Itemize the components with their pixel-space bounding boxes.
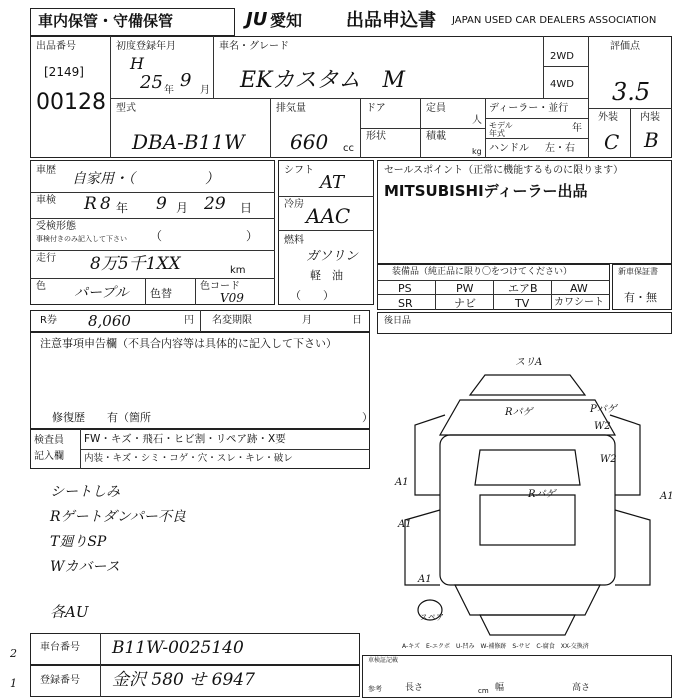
spec-label-2: 参考: [368, 685, 382, 693]
capacity-label: 定員: [426, 103, 446, 114]
handle-value: 左・右: [545, 143, 575, 154]
equip-aw: AW: [570, 282, 588, 295]
reception-value: （ ）: [150, 229, 259, 243]
rating-score: 3.5: [612, 78, 651, 106]
name-change-label: 名変期限: [212, 315, 252, 326]
spec-width: 幅: [495, 683, 505, 693]
rear-seat-box: [377, 312, 672, 334]
note-line-5: 各AU: [50, 603, 89, 621]
shape-label: 形状: [366, 131, 386, 142]
inspector-label-1: 検査員: [34, 435, 64, 446]
note-line-1: シートしみ: [50, 484, 120, 500]
diagram-mark-6: Rパゲ: [528, 489, 556, 500]
history-value: 自家用・（ ）: [72, 171, 219, 187]
inspection-day-unit: 日: [240, 201, 253, 215]
displacement-unit: cc: [343, 143, 354, 154]
interior-label: 内装: [640, 112, 660, 123]
recycle-value: 8,060: [88, 312, 131, 330]
spec-length: 長さ: [405, 683, 424, 693]
repair-label: 修復歴 有（箇所: [52, 411, 151, 424]
storage-label: 車内保管・守備保管: [38, 12, 174, 30]
car-name-value: EKカスタム M: [240, 68, 406, 93]
diagram-mark-10: A1: [660, 491, 674, 502]
car-name-label: 車名・グレード: [219, 41, 289, 52]
model-year-label: モデル年式: [489, 121, 513, 138]
registration-year-unit: 年: [164, 85, 174, 96]
equip-airbag: エアB: [508, 282, 538, 295]
reception-note: 事検付きのみ記入して下さい: [36, 235, 127, 243]
recycle-unit: 円: [184, 315, 194, 326]
capacity-unit: 人: [472, 115, 482, 126]
logo-text: 愛知: [270, 11, 303, 30]
spec-unit-1: cm: [478, 687, 489, 695]
repair-close: ）: [362, 411, 373, 424]
note-line-4: Wカバース: [50, 559, 120, 575]
spare-label: スペア: [420, 613, 444, 622]
history-label: 車歴: [36, 165, 56, 176]
exterior-label: 外装: [598, 112, 618, 123]
fuel-other: （ ）: [290, 289, 334, 302]
recycle-label: R券: [40, 315, 57, 326]
model-label: 型式: [116, 103, 136, 114]
color-value: パープル: [74, 285, 129, 301]
inspection-label: 車検: [36, 195, 56, 206]
color-change-label: 色替: [150, 287, 172, 300]
doors-label: ドア: [366, 103, 386, 114]
inspection-era: R: [84, 194, 97, 214]
mileage-value: 8万5千1XX: [90, 254, 181, 274]
equip-ps: PS: [398, 282, 412, 295]
form-title: 出品申込書: [346, 10, 436, 31]
damage-legend: A-キズ E-エクボ U-凹み W-補修跡 S-サビ C-腐食 XX-交換済: [402, 643, 589, 650]
diagram-mark-2: Rパゲ: [505, 407, 533, 418]
name-change-month: 月: [302, 315, 312, 326]
plate-label: 登録番号: [40, 675, 80, 686]
model-value: DBA-B11W: [132, 130, 245, 154]
diagram-mark-7: A1: [395, 477, 409, 488]
drive-2wd: 2WD: [550, 51, 574, 62]
chassis-value: B11W-0025140: [112, 638, 244, 658]
inspector-row-1: FW・キズ・飛石・ヒビ割・リペア跡・X要: [84, 433, 286, 445]
equipment-label: 装備品（純正品に限り〇をつけてください）: [392, 267, 573, 277]
registration-year: 25: [140, 72, 163, 93]
diagram-mark-5: W2: [600, 454, 617, 465]
drive-4wd: 4WD: [550, 79, 574, 90]
equip-navi: ナビ: [454, 297, 476, 310]
load-unit: kg: [472, 147, 482, 156]
footer-row-n: 2: [10, 647, 17, 660]
notes-label: 注意事項申告欄（不具合内容等は具体的に記入して下さい）: [40, 337, 337, 350]
association-name: JAPAN USED CAR DEALERS ASSOCIATION: [452, 15, 657, 26]
model-year-unit: 年: [572, 123, 582, 134]
diagram-mark-4: W2: [594, 421, 611, 432]
equip-pw: PW: [456, 282, 474, 295]
registration-month-unit: 月: [200, 85, 210, 96]
equip-tv: TV: [515, 297, 530, 310]
spec-height: 高さ: [572, 683, 591, 693]
chassis-label: 車台番号: [40, 642, 80, 653]
inspection-year: 8: [100, 194, 111, 214]
name-change-day: 日: [352, 315, 362, 326]
aircon-label: 冷房: [284, 199, 304, 210]
sales-point-value: MITSUBISHIディーラー出品: [384, 182, 588, 200]
inspector-row-2: 内装・キズ・シミ・コゲ・穴・スレ・キレ・破レ: [84, 453, 293, 464]
displacement-value: 660: [290, 130, 329, 154]
reception-label: 受検形態: [36, 221, 76, 232]
registration-label: 初度登録年月: [116, 41, 176, 52]
fuel-label: 燃料: [284, 235, 304, 246]
note-line-2: Rゲートダンパー不良: [50, 509, 186, 525]
inspection-month: 9: [156, 194, 167, 214]
exterior-grade: C: [604, 130, 620, 154]
diagram-mark-3: Pパゲ: [590, 404, 617, 415]
warranty-value: 有・無: [624, 291, 657, 304]
plate-value: 金沢 580 せ 6947: [112, 670, 255, 690]
load-label: 積載: [426, 131, 446, 142]
inspection-month-unit: 月: [176, 201, 189, 215]
color-code-label: 色コード: [200, 281, 240, 292]
note-line-3: T廻りSP: [50, 534, 107, 550]
shift-label: シフト: [284, 165, 314, 176]
aircon-value: AAC: [306, 204, 351, 228]
logo-mark: JU: [246, 9, 268, 30]
equip-leather: カワシート: [554, 297, 604, 308]
diagram-mark-1: スリA: [515, 357, 543, 368]
interior-grade: B: [644, 128, 659, 152]
shift-value: AT: [320, 172, 345, 193]
dealer-label: ディーラー・並行: [489, 103, 569, 114]
warranty-label: 新車保証書: [618, 267, 658, 276]
mileage-unit: km: [230, 265, 246, 276]
registration-era: H: [130, 54, 144, 73]
color-label: 色: [36, 281, 46, 292]
top-grid: [30, 36, 672, 158]
rating-label: 評価点: [610, 41, 640, 52]
diagram-mark-8: A1: [398, 519, 412, 530]
inspection-day: 29: [204, 194, 226, 214]
mileage-label: 走行: [36, 253, 56, 264]
fuel-diesel: 軽 油: [310, 269, 343, 282]
car-diagram: [385, 355, 670, 655]
displacement-label: 排気量: [276, 103, 306, 114]
fuel-value: ガソリン: [306, 249, 359, 264]
lot-label: 出品番号: [36, 41, 76, 52]
spec-label-1: 車検証記載: [368, 657, 399, 664]
lot-number: 00128: [36, 90, 106, 115]
rear-seat-label: 後日品: [384, 316, 412, 326]
inspector-label-2: 記入欄: [34, 451, 64, 462]
equip-sr: SR: [398, 297, 413, 310]
footer-row-1: 1: [10, 677, 17, 690]
diagram-mark-9: A1: [418, 574, 432, 585]
sales-point-label: セールスポイント（正常に機能するものに限ります）: [384, 165, 624, 176]
lot-bracket-code: [2149]: [44, 65, 84, 79]
handle-label: ハンドル: [489, 143, 529, 154]
inspection-year-unit: 年: [116, 201, 129, 215]
color-code: V09: [220, 291, 244, 305]
registration-month: 9: [180, 70, 192, 91]
